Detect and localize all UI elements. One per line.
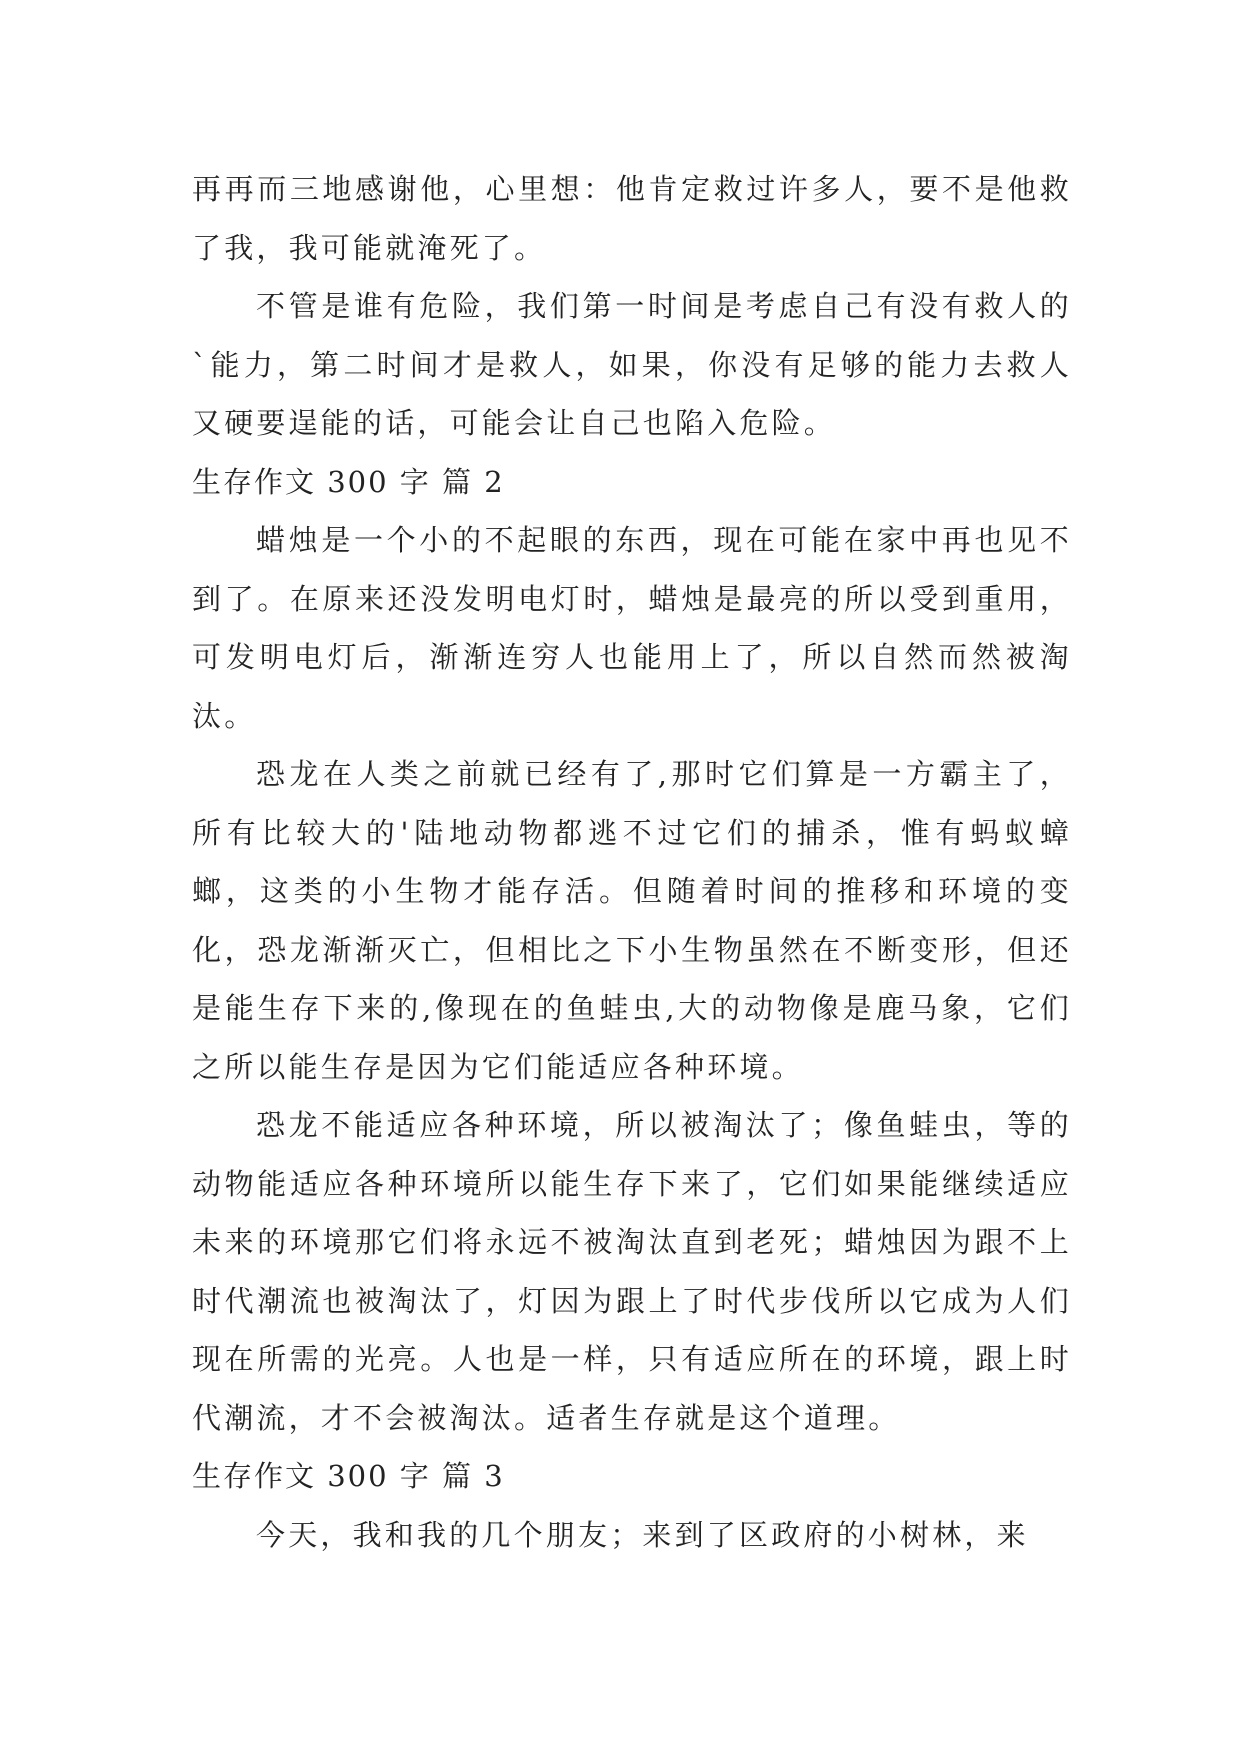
paragraph: 再再而三地感谢他，心里想：他肯定救过许多人，要不是他救了我，我可能就淹死了。: [192, 172, 1072, 265]
section-heading: 生存作文 300 字 篇 2: [192, 464, 505, 499]
paragraph: 恐龙在人类之前就已经有了,那时它们算是一方霸主了，所有比较大的'陆地动物都逃不过它们的捕杀，惟有蚂蚁蟑螂，这类的小生物才能存活。但随着时间的推移和环境的变化，恐龙渐渐灭亡，但相比之下小生物虽然在不断变形，但还是能生存下来的,像现在的鱼蛙虫,大的动物像是鹿马象，它们之所以能生存是因为它们能适应各种环境。: [192, 757, 1072, 1084]
document-body: [192, 160, 1072, 1564]
paragraph: 不管是谁有危险，我们第一时间是考虑自己有没有救人的`能力，第二时间才是救人，如果，你没有足够的能力去救人又硬要逞能的话，可能会让自己也陷入危险。: [192, 289, 1072, 440]
paragraph: 恐龙不能适应各种环境，所以被淘汰了；像鱼蛙虫，等的动物能适应各种环境所以能生存下来了，它们如果能继续适应未来的环境那它们将永远不被淘汰直到老死；蜡烛因为跟不上时代潮流也被淘汰了，灯因为跟上了时代步伐所以它成为人们现在所需的光亮。人也是一样，只有适应所在的环境，跟上时代潮流，才不会被淘汰。适者生存就是这个道理。: [192, 1108, 1072, 1435]
paragraph: 今天，我和我的几个朋友；来到了区政府的小树林，来: [256, 1517, 1029, 1552]
section-heading: 生存作文 300 字 篇 3: [192, 1459, 505, 1493]
paragraph: 蜡烛是一个小的不起眼的东西，现在可能在家中再也见不到了。在原来还没发明电灯时，蜡烛是最亮的所以受到重用，可发明电灯后，渐渐连穷人也能用上了，所以自然而然被淘汰。: [192, 523, 1072, 733]
